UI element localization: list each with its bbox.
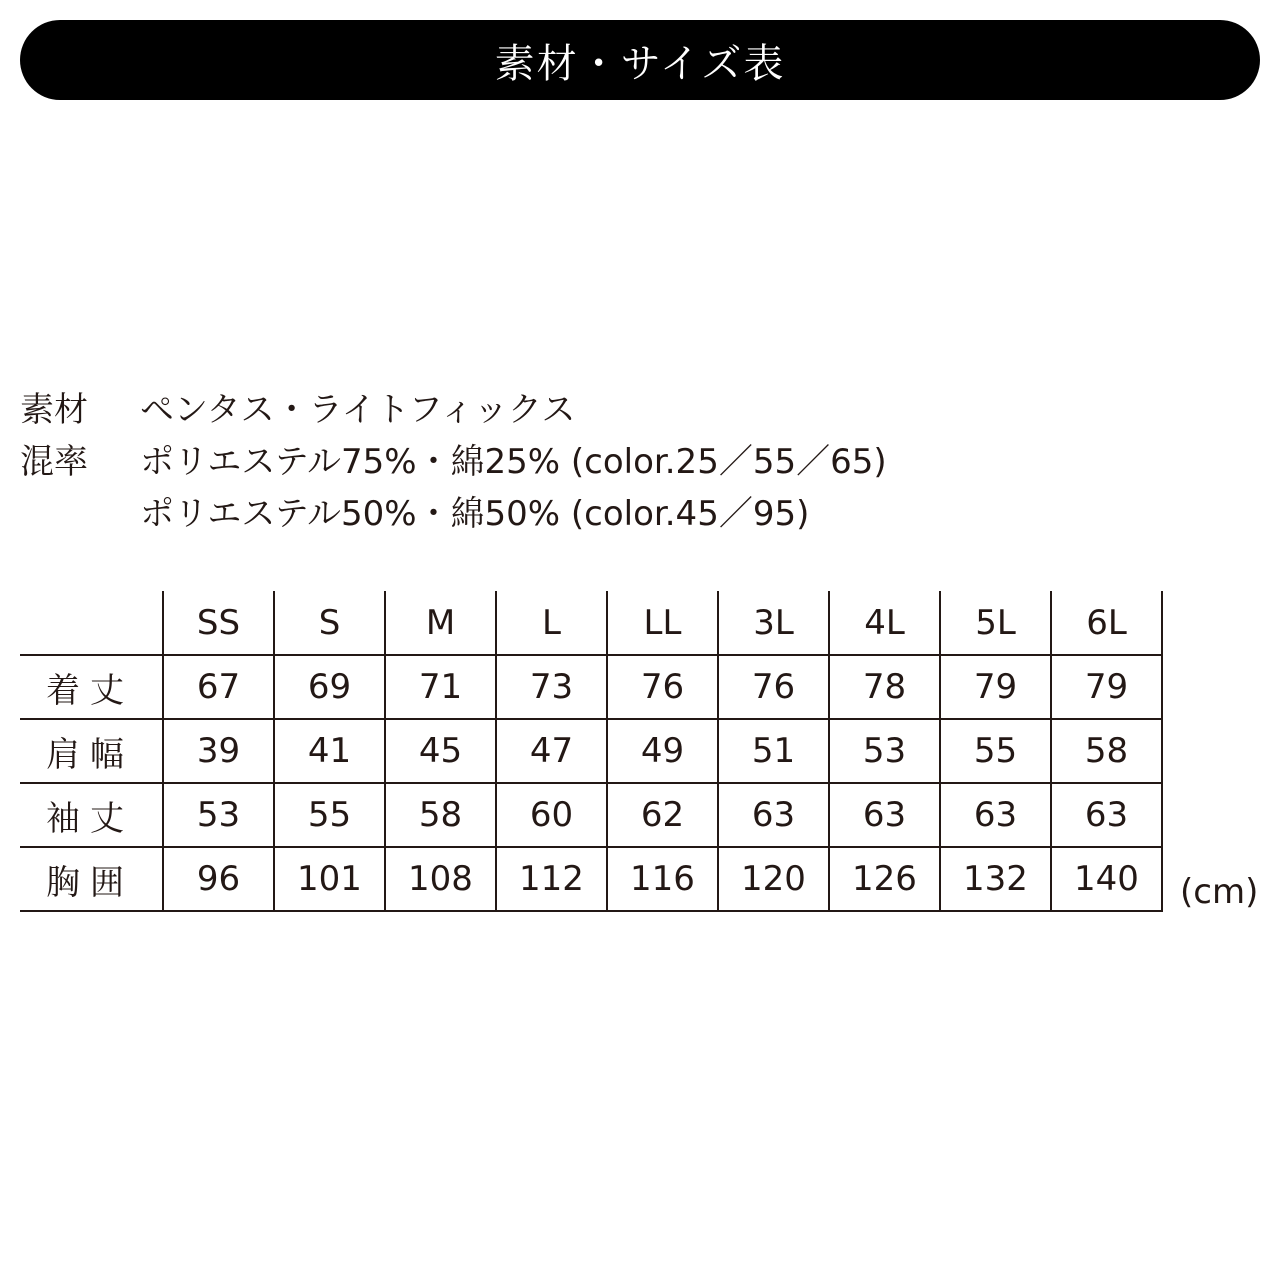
table-cell: 62 (607, 783, 718, 847)
row-label-chest: 胸囲 (20, 847, 163, 911)
size-header-6l: 6L (1051, 591, 1162, 655)
table-row (20, 655, 1162, 719)
spec-block (20, 384, 887, 540)
size-header-5l: 5L (940, 591, 1051, 655)
table-cell: 73 (496, 655, 607, 719)
unit-label: (cm) (1180, 872, 1259, 912)
table-cell: 140 (1051, 847, 1162, 911)
table-cell: 78 (829, 655, 940, 719)
table-cell: 49 (607, 719, 718, 783)
table-cell: 45 (385, 719, 496, 783)
size-header-ss: SS (163, 591, 274, 655)
size-header-4l: 4L (829, 591, 940, 655)
table-cell: 67 (163, 655, 274, 719)
table-cell: 116 (607, 847, 718, 911)
table-cell: 76 (607, 655, 718, 719)
material-value: ペンタス・ライトフィックス (140, 390, 576, 430)
table-cell: 79 (940, 655, 1051, 719)
blend-line-2: ポリエステル50%・綿50% (color.45／95) (140, 494, 810, 534)
table-cell: 47 (496, 719, 607, 783)
table-cell: 63 (1051, 783, 1162, 847)
table-cell: 120 (718, 847, 829, 911)
table-cell: 58 (385, 783, 496, 847)
table-corner (20, 591, 163, 655)
blend-row (20, 436, 887, 488)
size-header-s: S (274, 591, 385, 655)
table-cell: 69 (274, 655, 385, 719)
table-cell: 39 (163, 719, 274, 783)
table-cell: 41 (274, 719, 385, 783)
header-bar (20, 20, 1260, 100)
table-cell: 96 (163, 847, 274, 911)
table-cell: 79 (1051, 655, 1162, 719)
size-header-row (20, 591, 1162, 655)
table-row (20, 719, 1162, 783)
table-cell: 76 (718, 655, 829, 719)
row-label-length: 着丈 (20, 655, 163, 719)
table-cell: 53 (829, 719, 940, 783)
table-cell: 51 (718, 719, 829, 783)
table-cell: 101 (274, 847, 385, 911)
table-row (20, 783, 1162, 847)
table-cell: 112 (496, 847, 607, 911)
row-label-shoulder: 肩幅 (20, 719, 163, 783)
table-cell: 108 (385, 847, 496, 911)
size-header-l: L (496, 591, 607, 655)
table-cell: 132 (940, 847, 1051, 911)
table-cell: 126 (829, 847, 940, 911)
row-label-sleeve: 袖丈 (20, 783, 163, 847)
size-table (20, 591, 1163, 912)
blend-line-1: ポリエステル75%・綿25% (color.25／55／65) (140, 442, 887, 482)
table-cell: 71 (385, 655, 496, 719)
table-cell: 55 (940, 719, 1051, 783)
table-cell: 60 (496, 783, 607, 847)
size-header-3l: 3L (718, 591, 829, 655)
table-cell: 53 (163, 783, 274, 847)
size-header-m: M (385, 591, 496, 655)
table-cell: 58 (1051, 719, 1162, 783)
blend-label-spacer (20, 488, 140, 540)
page-title: 素材・サイズ表 (494, 40, 786, 87)
size-header-ll: LL (607, 591, 718, 655)
table-row (20, 847, 1162, 911)
blend-row-2 (20, 488, 887, 540)
table-cell: 63 (940, 783, 1051, 847)
blend-label: 混率 (20, 442, 88, 482)
material-row (20, 384, 887, 436)
material-label: 素材 (20, 390, 88, 430)
table-cell: 63 (718, 783, 829, 847)
table-cell: 55 (274, 783, 385, 847)
table-cell: 63 (829, 783, 940, 847)
